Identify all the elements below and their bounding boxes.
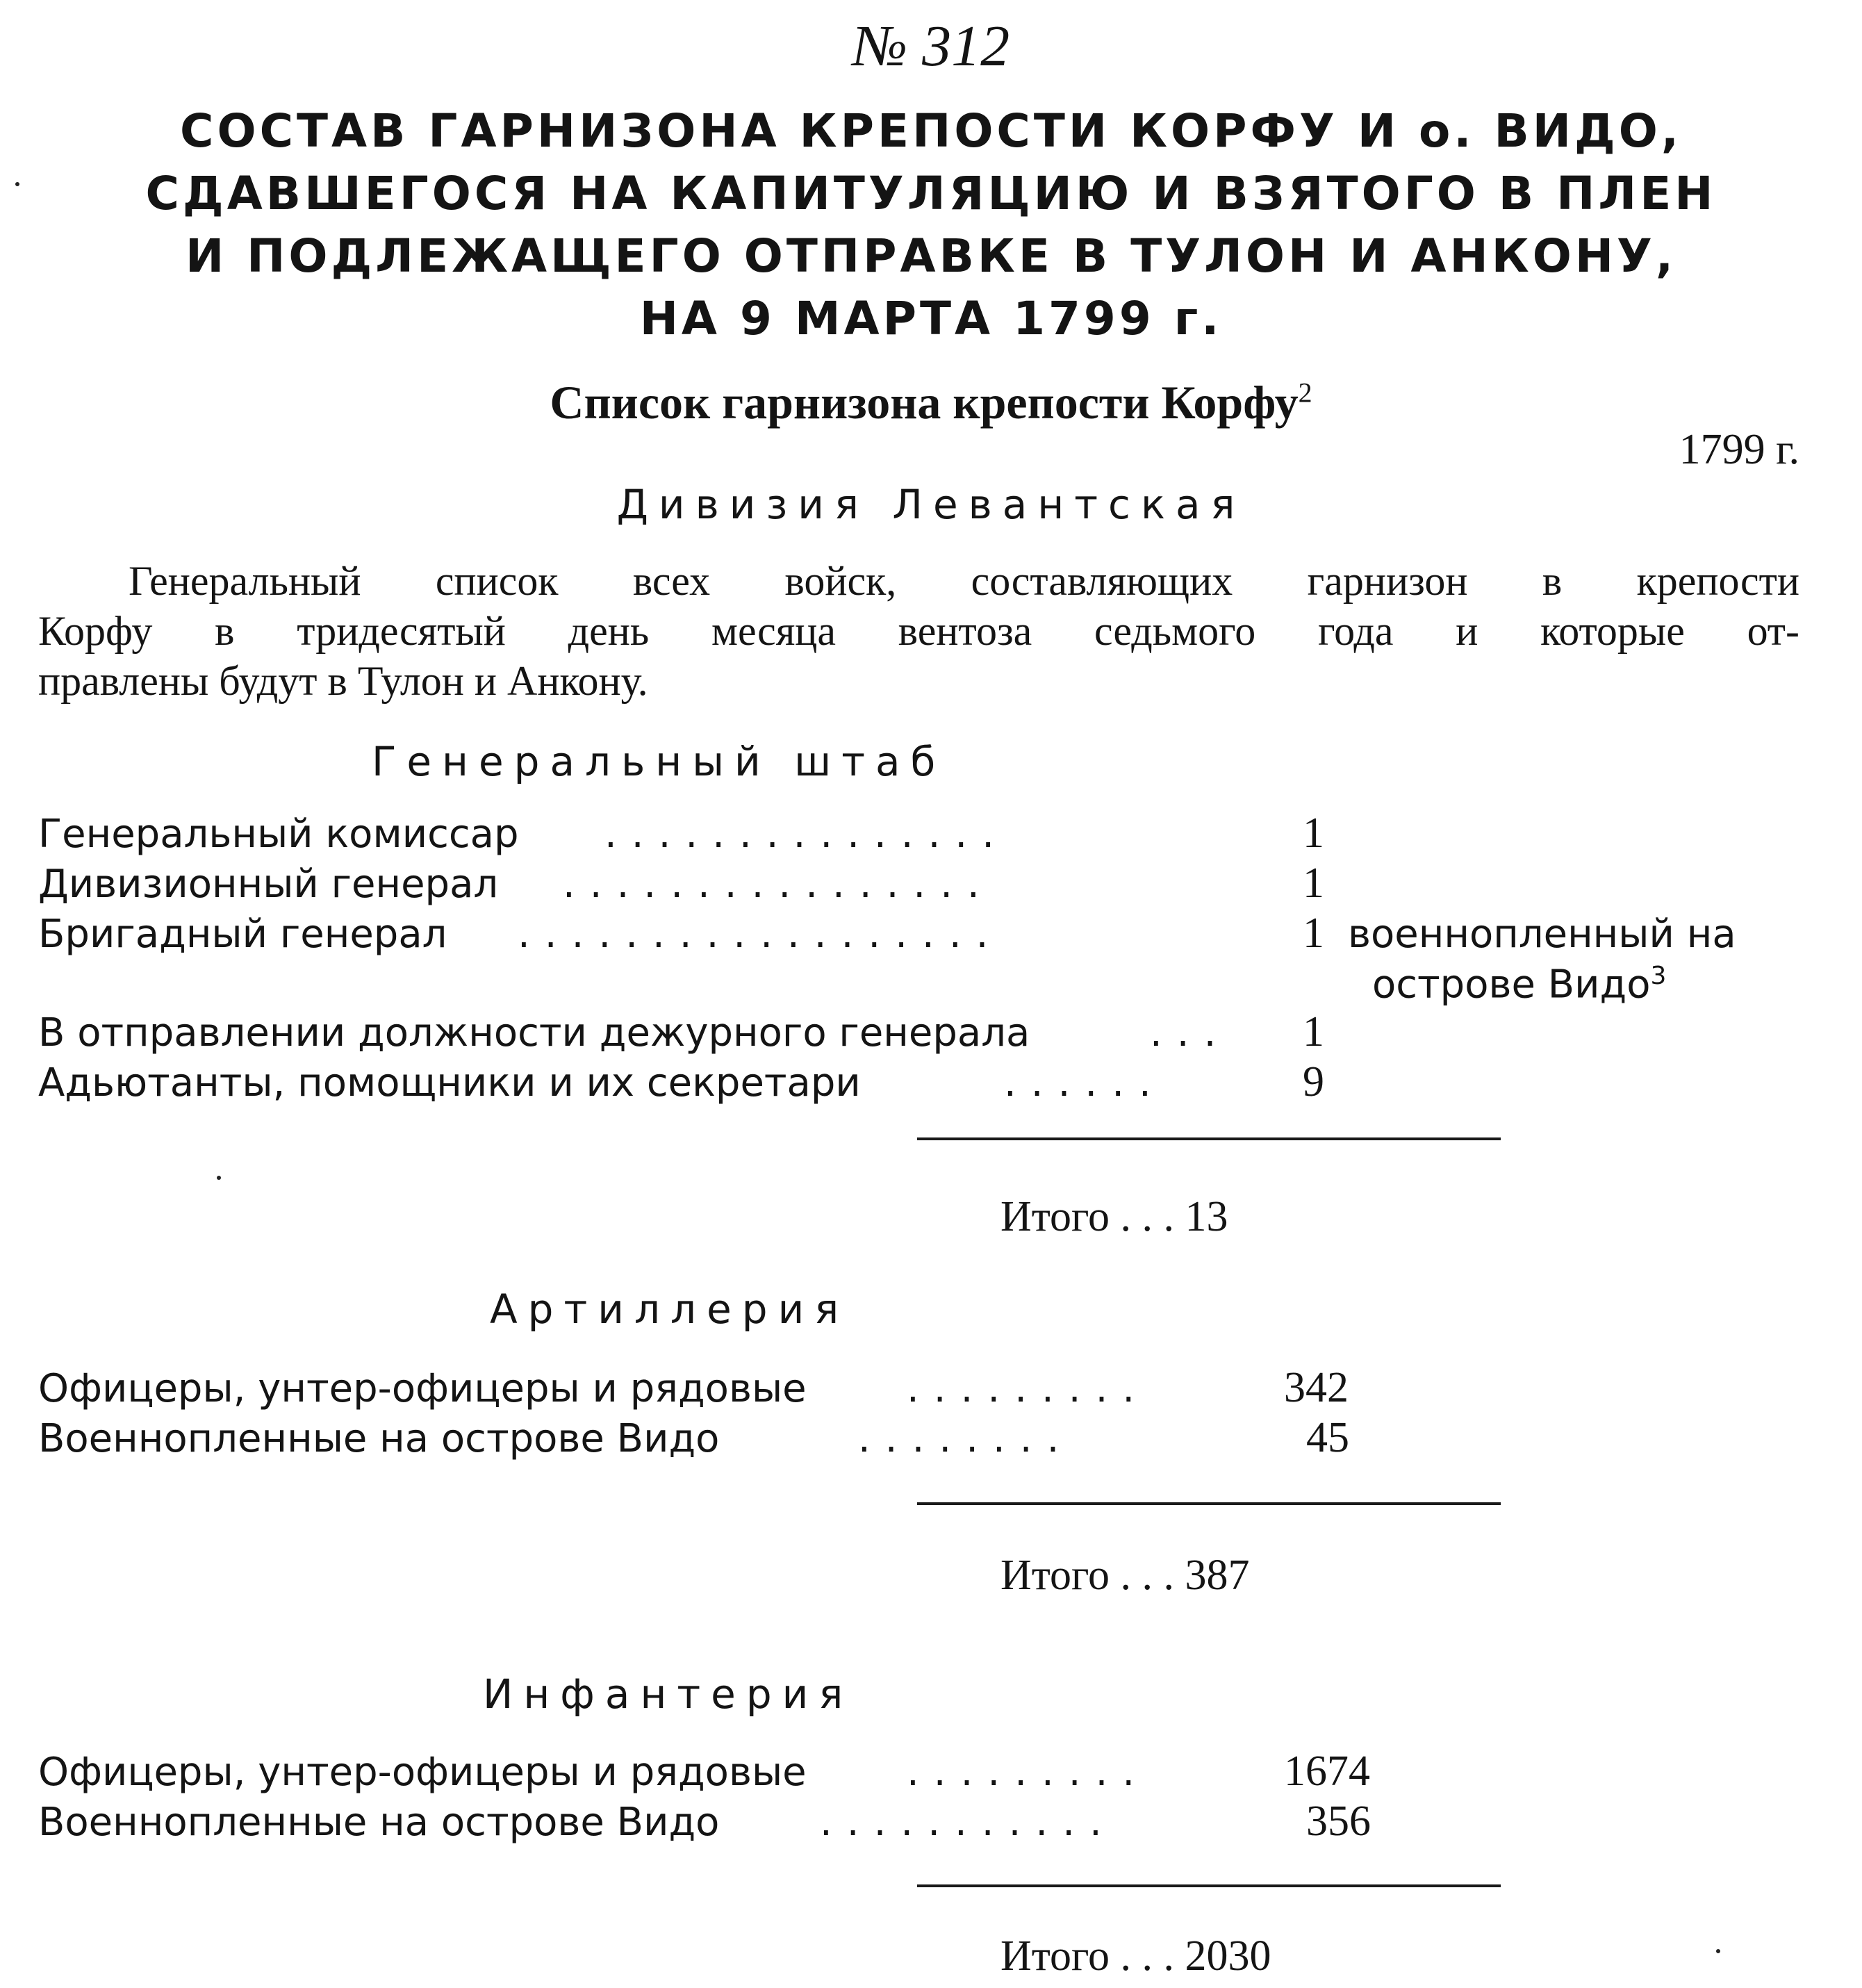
intro-line-1: Генеральный список всех войск, составляющих гарнизон в крепости <box>129 558 1799 604</box>
total-value: 2030 <box>1185 1932 1271 1980</box>
total-divider <box>917 1884 1501 1887</box>
total-divider <box>917 1137 1501 1140</box>
row-value: 1674 <box>1284 1748 1370 1795</box>
dot-leader: .................. <box>518 912 1003 957</box>
subtitle-text: Список гарнизона крепости Корфу <box>550 376 1299 429</box>
dot-leader: ......... <box>907 1750 1150 1795</box>
section-heading-infantry: Инфантерия <box>483 1670 854 1718</box>
row-value: 1 <box>1303 1008 1324 1055</box>
total-label: Итого <box>1000 1193 1110 1240</box>
dot-leader: . . . <box>1109 1932 1185 1980</box>
row-label: Бригадный генерал <box>38 912 447 957</box>
section-heading-artillery: Артиллерия <box>490 1285 850 1333</box>
row-value: 342 <box>1284 1364 1349 1411</box>
total-label: Итого <box>1000 1932 1110 1980</box>
title-line-2: СДАВШЕГОСЯ НА КАПИТУЛЯЦИЮ И ВЗЯТОГО В ПЛЕН <box>145 167 1717 220</box>
row-value: 356 <box>1306 1798 1371 1845</box>
dot-leader: . . . <box>1109 1552 1185 1599</box>
scan-speck <box>217 1176 221 1180</box>
dot-leader: ........ <box>858 1416 1074 1461</box>
document-number: № 312 <box>852 14 1010 79</box>
dot-leader: ...... <box>1004 1060 1166 1106</box>
list-item <box>38 912 447 957</box>
dot-leader: ................ <box>563 862 994 907</box>
list-subtitle <box>0 375 1862 430</box>
list-item <box>38 862 498 907</box>
row-value: 1 <box>1303 860 1324 907</box>
title-line-4: НА 9 МАРТА 1799 г. <box>639 292 1223 345</box>
scan-speck <box>1716 1949 1720 1953</box>
row-label: Военнопленные на острове Видо <box>38 1416 720 1461</box>
intro-line-3: правлены будут в Тулон и Анкону. <box>38 658 648 704</box>
section-total <box>1000 1551 1249 1600</box>
row-label: Адьютанты, помощники и их секретари <box>38 1060 861 1106</box>
list-item <box>38 1750 807 1795</box>
section-total <box>1000 1192 1228 1242</box>
note-text: острове Видо <box>1372 962 1651 1008</box>
division-heading: Дивизия Левантская <box>616 481 1246 528</box>
row-note-continued <box>1372 962 1666 1008</box>
section-total <box>1000 1932 1271 1981</box>
row-label: В отправлении должности дежурного генерала <box>38 1010 1030 1055</box>
intro-line-2: Корфу в тридесятый день месяца вентоза седьмого года и которые от- <box>38 608 1799 654</box>
title-line-3: И ПОДЛЕЖАЩЕГО ОТПРАВКЕ В ТУЛОН И АНКОНУ, <box>185 229 1677 283</box>
dot-leader: ........... <box>820 1800 1117 1845</box>
note-footnote-marker: 3 <box>1650 962 1667 990</box>
list-item <box>38 812 519 857</box>
row-label: Военнопленные на острове Видо <box>38 1800 720 1845</box>
row-value: 1 <box>1303 910 1324 957</box>
total-value: 387 <box>1185 1552 1250 1599</box>
section-heading-general-staff: Генеральный штаб <box>372 738 946 785</box>
row-label: Дивизионный генерал <box>38 862 499 907</box>
list-item <box>38 1060 861 1106</box>
list-item <box>38 1416 719 1461</box>
row-label: Генеральный комиссар <box>38 812 519 857</box>
subtitle-footnote-marker: 2 <box>1298 377 1312 409</box>
list-item <box>38 1010 1030 1055</box>
dot-leader: . . . <box>1109 1193 1185 1240</box>
document-year: 1799 г. <box>1679 426 1799 473</box>
row-value: 1 <box>1303 810 1324 857</box>
row-value: 45 <box>1306 1414 1349 1461</box>
dot-leader: ............... <box>604 812 1010 857</box>
row-note: военнопленный на <box>1348 912 1736 957</box>
row-label: Офицеры, унтер-офицеры и рядовые <box>38 1366 807 1411</box>
total-value: 13 <box>1185 1193 1228 1240</box>
list-item <box>38 1366 807 1411</box>
dot-leader: ... <box>1150 1010 1231 1055</box>
total-label: Итого <box>1000 1552 1110 1599</box>
scan-speck <box>15 182 19 186</box>
total-divider <box>917 1502 1501 1505</box>
row-value: 9 <box>1303 1058 1324 1106</box>
list-item <box>38 1800 719 1845</box>
title-line-1: СОСТАВ ГАРНИЗОНА КРЕПОСТИ КОРФУ И о. ВИДО, <box>180 104 1682 158</box>
row-label: Офицеры, унтер-офицеры и рядовые <box>38 1750 807 1795</box>
dot-leader: ......... <box>907 1366 1150 1411</box>
